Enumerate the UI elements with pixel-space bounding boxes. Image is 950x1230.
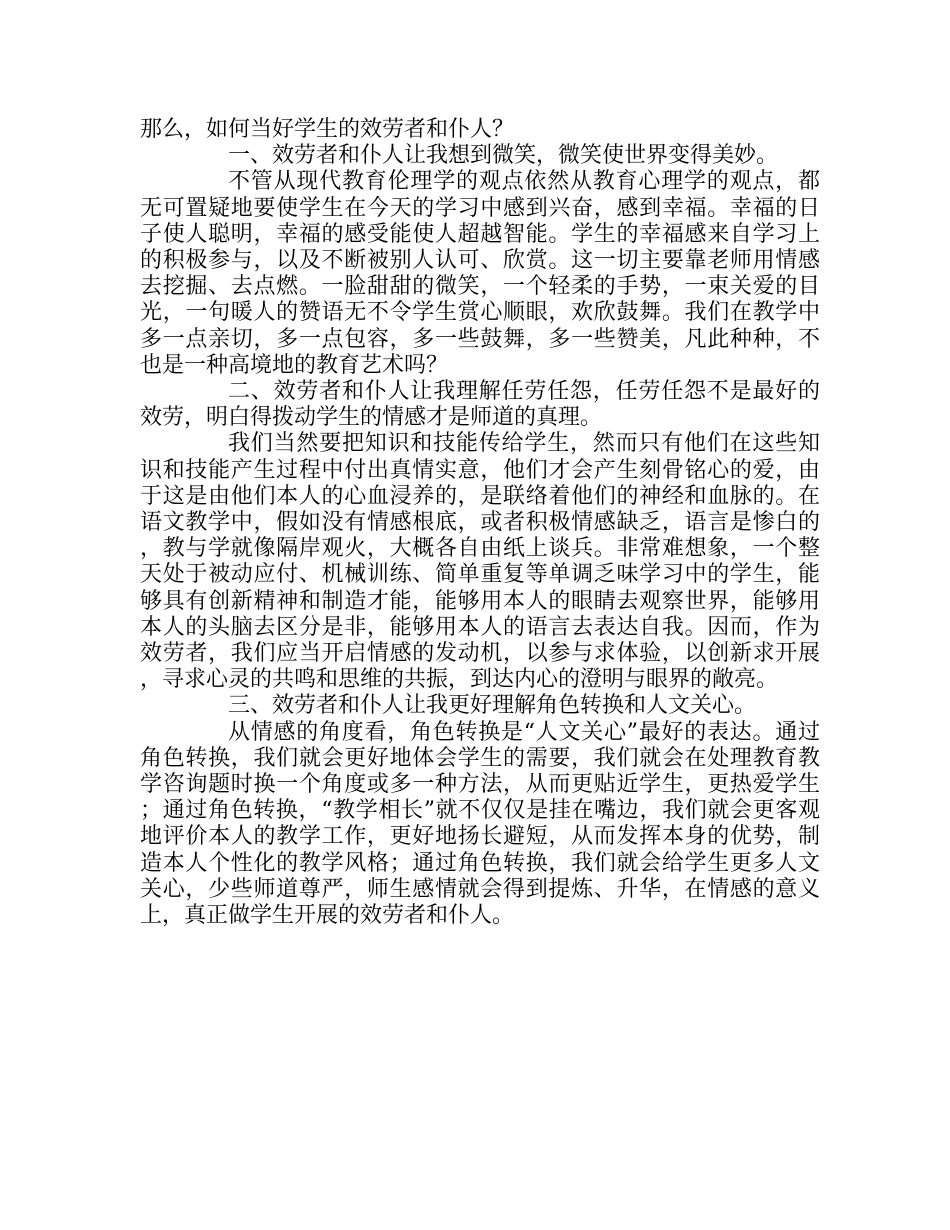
- section-heading-2: 二、效劳者和仆人让我理解任劳任怨，任劳任怨不是最好的效劳，明白得拨动学生的情感才是师道的真理。: [140, 379, 820, 431]
- body-paragraph-2: 我们当然要把知识和技能传给学生，然而只有他们在这些知识和技能产生过程中付出真情实意，他们才会产生刻骨铭心的爱，由于这是由他们本人的心血浸养的，是联络着他们的神经和血脉的。在语文教学中，假如没有情感根底，或者积极情感缺乏，语言是惨白的，教与学就像隔岸观火，大概各自由纸上谈兵。非常难想象，一个整天处于被动应付、机械训练、简单重复等单调乏味学习中的学生，能够具有创新精神和制造才能，能够用本人的眼睛去观察世界，能够用本人的头脑去区分是非，能够用本人的语言去表达自我。因而，作为效劳者，我们应当开启情感的发动机，以参与求体验，以创新求开展，寻求心灵的共鸣和思维的共振，到达内心的澄明与眼界的敞亮。: [140, 431, 820, 693]
- intro-question: 那么，如何当好学生的效劳者和仆人？: [140, 117, 515, 142]
- body-paragraph-3: 从情感的角度看，角色转换是“人文关心”最好的表达。通过角色转换，我们就会更好地体会学生的需要，我们就会在处理教育教学咨询题时换一个角度或多一种方法，从而更贴近学生，更热爱学生；通过角色转换，“教学相长”就不仅仅是挂在嘴边，我们就会更客观地评价本人的教学工作，更好地扬长避短，从而发挥本身的优势，制造本人个性化的教学风格；通过角色转换，我们就会给学生更多人文关心，少些师道尊严，师生感情就会得到提炼、升华，在情感的意义上，真正做学生开展的效劳者和仆人。: [140, 719, 820, 929]
- document-body: [140, 117, 820, 929]
- body-paragraph-1: 不管从现代教育伦理学的观点依然从教育心理学的观点，都无可置疑地要使学生在今天的学习中感到兴奋，感到幸福。幸福的日子使人聪明，幸福的感受能使人超越智能。学生的幸福感来自学习上的积极参与，以及不断被别人认可、欣赏。这一切主要靠老师用情感去挖掘、去点燃。一脸甜甜的微笑，一个轻柔的手势，一束关爱的目光，一句暖人的赞语无不令学生赏心顺眼，欢欣鼓舞。我们在教学中多一点亲切，多一点包容，多一些鼓舞，多一些赞美，凡此种种，不也是一种高境地的教育艺术吗？: [140, 169, 820, 378]
- section-heading-3: 三、效劳者和仆人让我更好理解角色转换和人文关心。: [228, 693, 757, 719]
- section-heading-1: 一、效劳者和仆人让我想到微笑，微笑使世界变得美妙。: [228, 143, 779, 169]
